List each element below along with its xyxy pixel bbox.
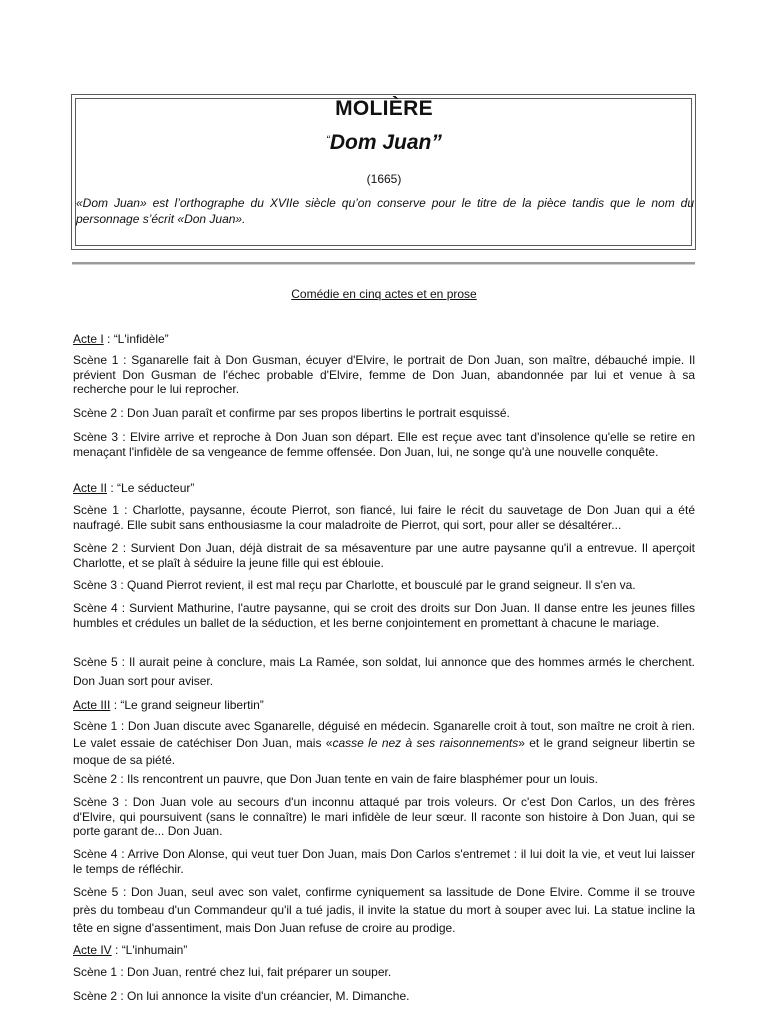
scene-text: Scène 2 : On lui annonce la visite d'un créancier, M. Dimanche. xyxy=(73,989,410,1003)
scene-text: Scène 5 : Don Juan, seul avec son valet, confirme cyniquement sa lassitude de Done Elvire. Comme il se trouve près du tombeau d'un Commandeur qu'il a tué jadis, il invite la statue du mort à souper avec lui. La statue incline la tête en signe d'assentiment, mais Don Juan refuse de croire au prodige. xyxy=(73,885,695,935)
scene-paragraph xyxy=(73,578,695,593)
scene-paragraph xyxy=(73,541,695,570)
author-name: MOLIÈRE xyxy=(335,97,433,120)
act-heading xyxy=(73,332,695,347)
act-label: Acte III xyxy=(73,698,111,712)
scene-text: Scène 1 : Sganarelle fait à Don Gusman, écuyer d'Elvire, le portrait de Don Juan, son maître, débauché impie. Il prévient Don Gusman de l'échec probable d'Elvire, femme de Don Juan, abandonnée par lui et venue à sa recherche pour le lui reprocher. xyxy=(73,353,695,396)
scene-paragraph xyxy=(73,653,695,691)
scene-paragraph xyxy=(73,795,695,839)
scene-text: Scène 3 : Quand Pierrot revient, il est mal reçu par Charlotte, et bousculé par le grand seigneur. Il s'en va. xyxy=(73,578,636,592)
horizontal-rule xyxy=(72,262,695,265)
scene-text: Scène 2 : Don Juan paraît et confirme par ses propos libertins le portrait esquissé. xyxy=(73,406,510,420)
scene-text xyxy=(73,718,695,769)
scene-paragraph xyxy=(73,989,695,1004)
scene-text: Scène 2 : Survient Don Juan, déjà distrait de sa mésaventure par une autre paysanne qu'il a entrevue. Il aperçoit Charlotte, et se plaît à séduire la jeune fille qui est éblouie. xyxy=(73,541,695,570)
scene-paragraph xyxy=(73,965,695,980)
title-open-quote: “ xyxy=(326,134,330,146)
act-label: Acte I xyxy=(73,332,104,346)
scene-paragraph xyxy=(73,601,695,630)
scene-text-part: Scène 1 : Don Juan discute avec Sganarelle, déguisé en médecin. Sganarelle croit à tout, son maître ne croit à rien. Le valet essaie de catéchiser Don Juan, mais « xyxy=(73,719,695,750)
scene-paragraph xyxy=(73,883,695,937)
act-name: : “L'inhumain” xyxy=(111,943,188,957)
act-name: : “Le séducteur” xyxy=(107,481,195,495)
act-heading xyxy=(73,481,695,496)
scene-paragraph xyxy=(73,847,695,876)
act-heading xyxy=(73,698,695,713)
scene-text: Scène 3 : Don Juan vole au secours d'un inconnu attaqué par trois voleurs. Or c'est Don Carlos, un des frères d'Elvire, qui poursuivent (sans le connaître) le mari infidèle de leur sœur. Il raconte son histoire à Don Juan, qui se porte garant de... Don Juan. xyxy=(73,795,695,838)
scene-text: Scène 1 : Charlotte, paysanne, écoute Pierrot, son fiancé, lui faire le récit du sauvetage de Don Juan qui a été naufragé. Elle subit sans enthousiasme la cour maladroite de Pierrot, qui sort, pour aller se désaltérer... xyxy=(73,503,695,532)
act-label: Acte II xyxy=(73,481,108,495)
scene-paragraph xyxy=(73,503,695,532)
scene-paragraph xyxy=(73,353,695,397)
scene-quote-italic: casse le nez à ses raisonnements xyxy=(332,736,519,750)
publication-year: (1665) xyxy=(366,172,402,186)
scene-text: Scène 4 : Survient Mathurine, l'autre paysanne, qui se croit des droits sur Don Juan. Il danse entre les jeunes filles humbles et crédules un ballet de la séduction, et les berne conjointement en promettant à chacune le mariage. xyxy=(73,601,695,630)
scene-paragraph xyxy=(73,430,695,459)
play-title-text: Dom Juan” xyxy=(329,131,442,154)
scene-text: Scène 5 : Il aurait peine à conclure, mais La Ramée, son soldat, lui annonce que des hommes armés le cherchent. Don Juan sort pour aviser. xyxy=(73,655,695,688)
scene-text-part: » et le grand seigneur libertin se moque de sa piété. xyxy=(73,736,695,767)
act-name: : “L'infidèle” xyxy=(103,332,169,346)
play-title xyxy=(0,131,768,155)
scene-text: Scène 1 : Don Juan, rentré chez lui, fait préparer un souper. xyxy=(73,965,392,979)
scene-text: Scène 3 : Elvire arrive et reproche à Don Juan son départ. Elle est reçue avec tant d'insolence qu'elle se retire en menaçant l'infidèle de sa vengeance de femme offensée. Don Juan, lui, ne songe qu'à une nouvelle conquête. xyxy=(73,430,695,459)
scene-paragraph xyxy=(73,718,695,769)
act-name: : “Le grand seigneur libertin” xyxy=(110,698,264,712)
scene-paragraph xyxy=(73,406,695,421)
act-label: Acte IV xyxy=(73,943,112,957)
scene-text: Scène 4 : Arrive Don Alonse, qui veut tuer Don Juan, mais Don Carlos s'entremet : il lui doit la vie, et veut lui laisser le temps de réfléchir. xyxy=(73,847,695,876)
subtitle: Comédie en cinq actes et en prose xyxy=(291,287,477,301)
title-spelling-note: «Dom Juan» est l’orthographe du XVIIe siècle qu’on conserve pour le titre de la pièce tandis que le nom du personnage s’écrit «Don Juan». xyxy=(76,196,694,226)
scene-paragraph xyxy=(73,772,695,787)
scene-text: Scène 2 : Ils rencontrent un pauvre, que Don Juan tente en vain de faire blasphémer pour un louis. xyxy=(73,772,598,786)
act-heading xyxy=(73,943,695,958)
